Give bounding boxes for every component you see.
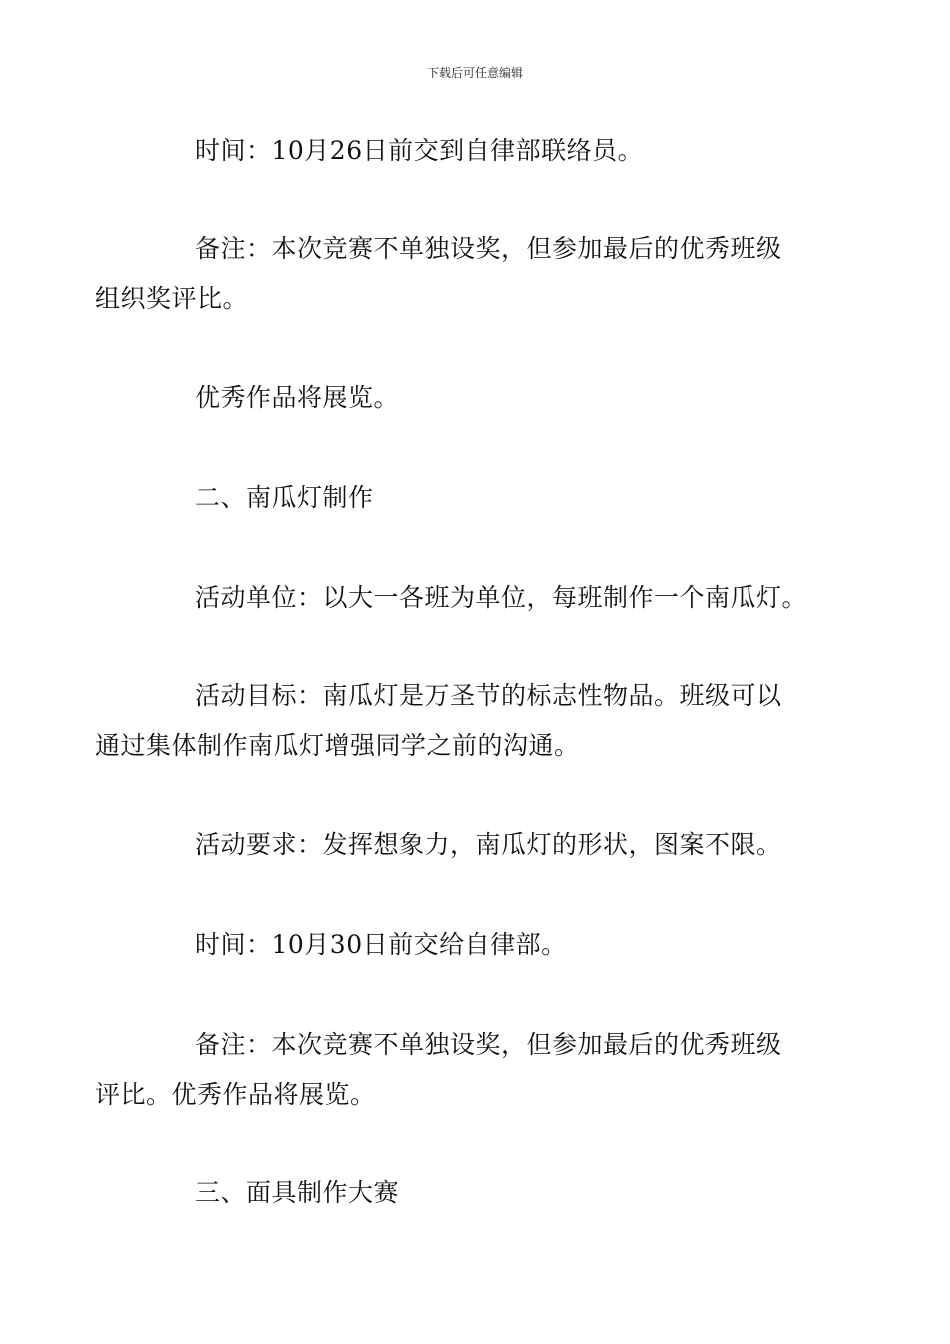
- text-line: 时间：10月26日前交到自律部联络员。: [195, 136, 644, 165]
- section-heading-mask-contest: [145, 1168, 810, 1218]
- section-heading-pumpkin-lantern: [145, 473, 810, 523]
- paragraph-note-2: [95, 1020, 810, 1120]
- paragraph-activity-requirement: [145, 820, 810, 870]
- text-line: 备注：本次竞赛不单独设奖，但参加最后的优秀班级: [195, 234, 782, 263]
- paragraph-exhibition: [145, 373, 810, 423]
- paragraph-deadline-1: [145, 126, 810, 176]
- page-header: 下载后可任意编辑: [426, 66, 523, 80]
- text-line: 备注：本次竞赛不单独设奖，但参加最后的优秀班级: [195, 1030, 782, 1059]
- text-line: 活动目标：南瓜灯是万圣节的标志性物品。班级可以: [195, 681, 782, 710]
- paragraph-note-1: [95, 224, 810, 324]
- text-line: 二、南瓜灯制作: [195, 483, 374, 512]
- text-line: 通过集体制作南瓜灯增强同学之前的沟通。: [95, 731, 580, 760]
- paragraph-deadline-2: [145, 920, 810, 970]
- text-line: 评比。优秀作品将展览。: [95, 1080, 376, 1109]
- text-line: 优秀作品将展览。: [195, 383, 400, 412]
- text-line: 组织奖评比。: [95, 284, 249, 313]
- text-line: 活动单位：以大一各班为单位，每班制作一个南瓜灯。: [195, 583, 808, 612]
- text-line: 三、面具制作大赛: [195, 1178, 400, 1207]
- paragraph-activity-goal: [95, 671, 810, 771]
- paragraph-activity-unit: [145, 573, 810, 623]
- text-line: 时间：10月30日前交给自律部。: [195, 930, 567, 959]
- text-line: 活动要求：发挥想象力，南瓜灯的形状，图案不限。: [195, 830, 782, 859]
